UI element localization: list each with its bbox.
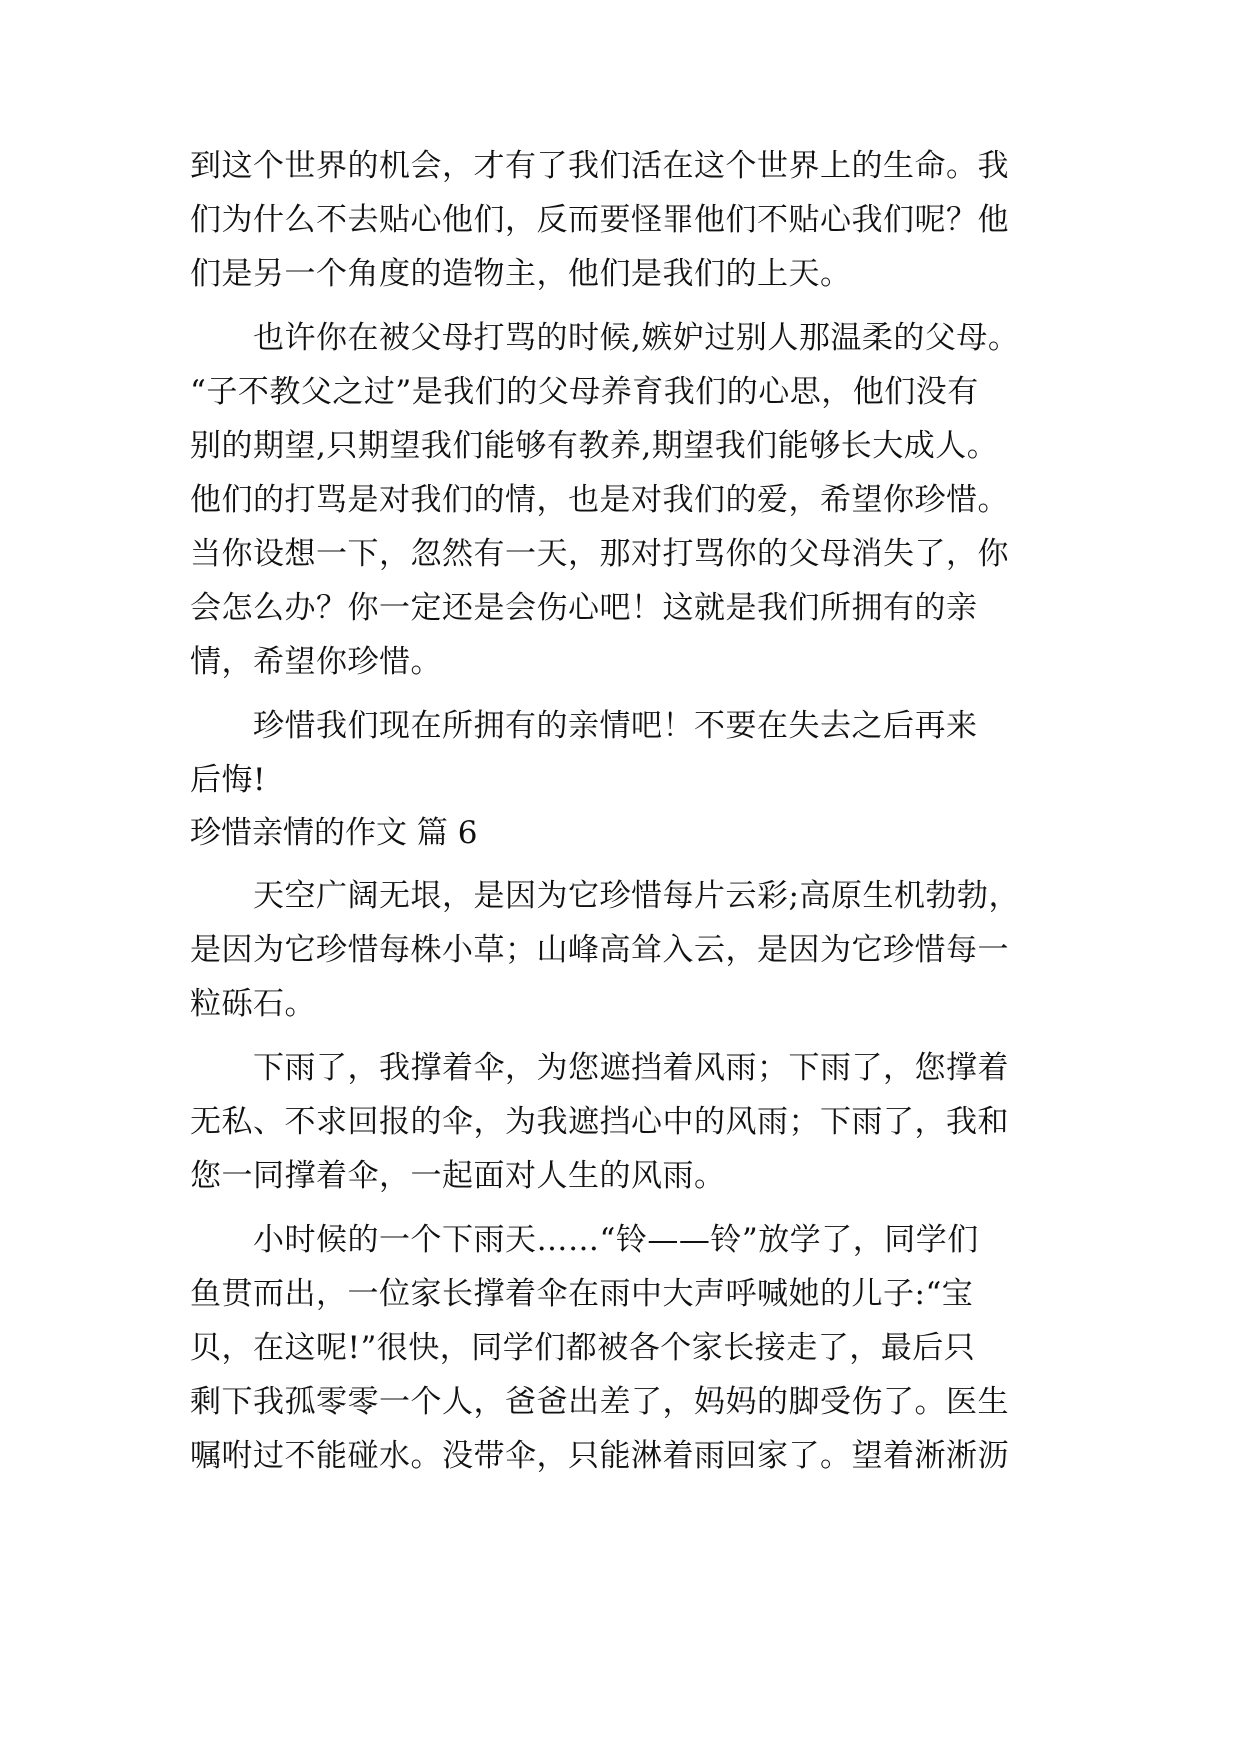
paragraph-line: 剩下我孤零零一个人，爸爸出差了，妈妈的脚受伤了。医生 (190, 1384, 1009, 1420)
paragraph-first-line: 下雨了，我撑着伞，为您遮挡着风雨；下雨了，您撑着 (253, 1050, 1009, 1086)
paragraph-line: 是因为它珍惜每株小草；山峰高耸入云，是因为它珍惜每一 (190, 932, 1009, 968)
paragraph-line: 贝，在这呢!”很快，同学们都被各个家长接走了，最后只 (190, 1330, 976, 1366)
paragraph-first-line: 珍惜我们现在所拥有的亲情吧！不要在失去之后再来 (253, 708, 978, 744)
paragraph-line: 他们的打骂是对我们的情，也是对我们的爱，希望你珍惜。 (190, 482, 1009, 518)
paragraph-line: 到这个世界的机会，才有了我们活在这个世界上的生命。我 (190, 148, 1009, 184)
paragraph-line: “子不教父之过”是我们的父母养育我们的心思，他们没有 (190, 374, 979, 410)
paragraph-line: 会怎么办？你一定还是会伤心吧！这就是我们所拥有的亲 (190, 590, 978, 626)
paragraph-line: 无私、不求回报的伞，为我遮挡心中的风雨；下雨了，我和 (190, 1104, 1009, 1140)
paragraph-line: 们是另一个角度的造物主，他们是我们的上天。 (190, 256, 852, 292)
paragraph-line: 们为什么不去贴心他们，反而要怪罪他们不贴心我们呢？他 (190, 202, 1009, 238)
paragraph-line: 鱼贯而出，一位家长撑着伞在雨中大声呼喊她的儿子:“宝 (190, 1276, 974, 1312)
section-heading: 珍惜亲情的作文 篇 6 (190, 815, 478, 851)
paragraph-first-line: 天空广阔无垠，是因为它珍惜每片云彩;高原生机勃勃， (253, 878, 1020, 914)
paragraph-line: 当你设想一下，忽然有一天，那对打骂你的父母消失了，你 (190, 536, 1009, 572)
paragraph-line: 别的期望,只期望我们能够有教养,期望我们能够长大成人。 (190, 428, 999, 464)
paragraph-line: 粒砾石。 (190, 986, 316, 1022)
paragraph-line: 后悔! (190, 762, 266, 798)
paragraph-line: 您一同撑着伞，一起面对人生的风雨。 (190, 1158, 726, 1194)
paragraph-first-line: 小时候的一个下雨天……“铃——铃”放学了，同学们 (253, 1222, 979, 1258)
paragraph-line: 情，希望你珍惜。 (190, 644, 442, 680)
paragraph-line: 嘱咐过不能碰水。没带伞，只能淋着雨回家了。望着淅淅沥 (190, 1438, 1009, 1474)
paragraph-first-line: 也许你在被父母打骂的时候,嫉妒过别人那温柔的父母。 (253, 320, 1020, 356)
